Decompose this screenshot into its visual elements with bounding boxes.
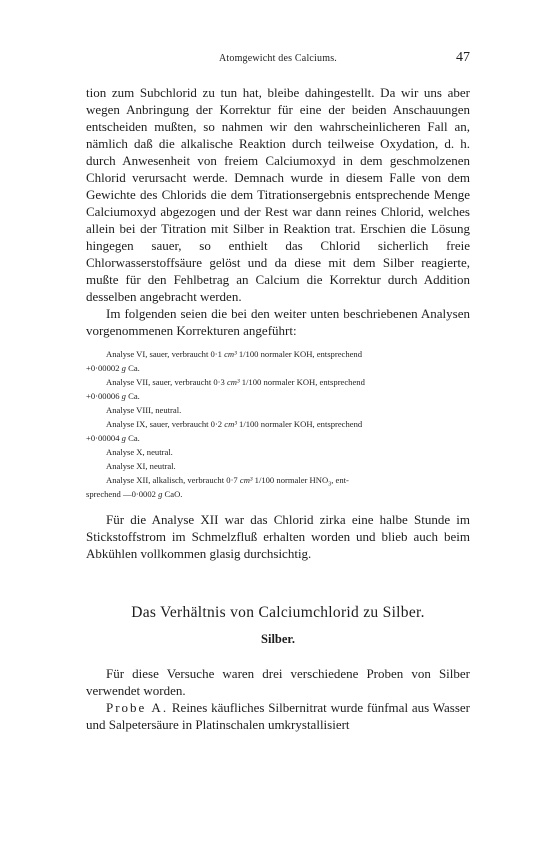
paragraph-correction-reasoning: tion zum Subchlorid zu tun hat, bleibe dahingestellt. Da wir uns aber wegen Anbringung der Korrektur für eine der beiden Anschauungen entscheiden mußten, so nahmen wir den wahrscheinlicheren Fall an, nämlich daß die alkalische Reaktion durch teilweise Oxydation, d. h. durch Anwesenheit von freiem Calciumoxyd in dem geschmolzenen Chlorid verursacht werde. Demnach wurde in diesem Falle von dem Gewichte des Chlorids die dem Titrationsergebnis entsprechende Menge Calciumoxyd abgezogen und der Rest war dann reines Chlorid, welches allein bei der Titration mit Silber in Reaktion trat. Erschien die Lösung hingegen sauer, so enthielt das Chlorid sicherlich freie Chlorwasserstoffsäure gelöst und da diese mit dem Silber reagierte, mußte für den Fehlbetrag an Calcium die Korrektur durch Addition desselben angebracht werden. — [86, 85, 470, 304]
analysis-corrections-list — [86, 347, 470, 501]
paragraph-corrections-intro: Im folgenden seien die bei den weiter unten beschriebenen Analysen vorgenommenen Korrekturen angeführt: — [86, 306, 470, 338]
page-header — [86, 50, 470, 66]
analysis-xii-line: Analyse XII, alkalisch, verbraucht 0·7 cm³ 1/100 normaler $HNO_3$, ent- — [106, 475, 349, 488]
running-title: Atomgewicht des Calciums. — [218, 53, 338, 64]
paragraph-analysis-xii-note: Für die Analyse XII war das Chlorid zirka eine halbe Stunde im Stickstoffstrom im Schmelzfluß erhalten worden und blieb auch beim Abkühlen vollkommen glasig durchsichtig. — [86, 512, 470, 561]
paragraph-probe-a — [86, 699, 470, 733]
paragraph-silver-samples: Für diese Versuche waren drei verschiedene Proben von Silber verwendet worden. — [86, 666, 470, 698]
analysis-ix-line: Analyse IX, sauer, verbraucht 0·2 cm³ 1/100 normaler KOH, entsprechend — [106, 419, 363, 429]
section-title: Das Verhältnis von Calciumchlorid zu Silber. — [131, 604, 425, 621]
analysis-xi-line: Analyse XI, neutral. — [106, 461, 176, 471]
page-body — [86, 84, 470, 733]
page-number: 47 — [456, 50, 470, 65]
analysis-x-line: Analyse X, neutral. — [106, 447, 173, 457]
analysis-viii-line: Analyse VIII, neutral. — [106, 405, 182, 415]
analysis-ix-result: +0·00004 g Ca. — [86, 433, 140, 443]
analysis-vii-line: Analyse VII, sauer, verbraucht 0·3 cm³ 1/100 normaler KOH, entsprechend — [106, 377, 365, 387]
subsection-title: Silber. — [261, 632, 295, 646]
analysis-vii-result: +0·00006 g Ca. — [86, 391, 140, 401]
analysis-vi-line: Analyse VI, sauer, verbraucht 0·1 cm³ 1/100 normaler KOH, entsprechend — [106, 349, 363, 359]
probe-a-label: Probe A. — [106, 700, 169, 715]
probe-a-text: Reines käufliches Silbernitrat wurde fünfmal aus Wasser und Salpetersäure in Platinschalen umkrystallisiert — [86, 700, 470, 732]
analysis-xii-result: sprechend —0·0002 g CaO. — [86, 489, 183, 499]
analysis-vi-result: +0·00002 g Ca. — [86, 363, 140, 373]
